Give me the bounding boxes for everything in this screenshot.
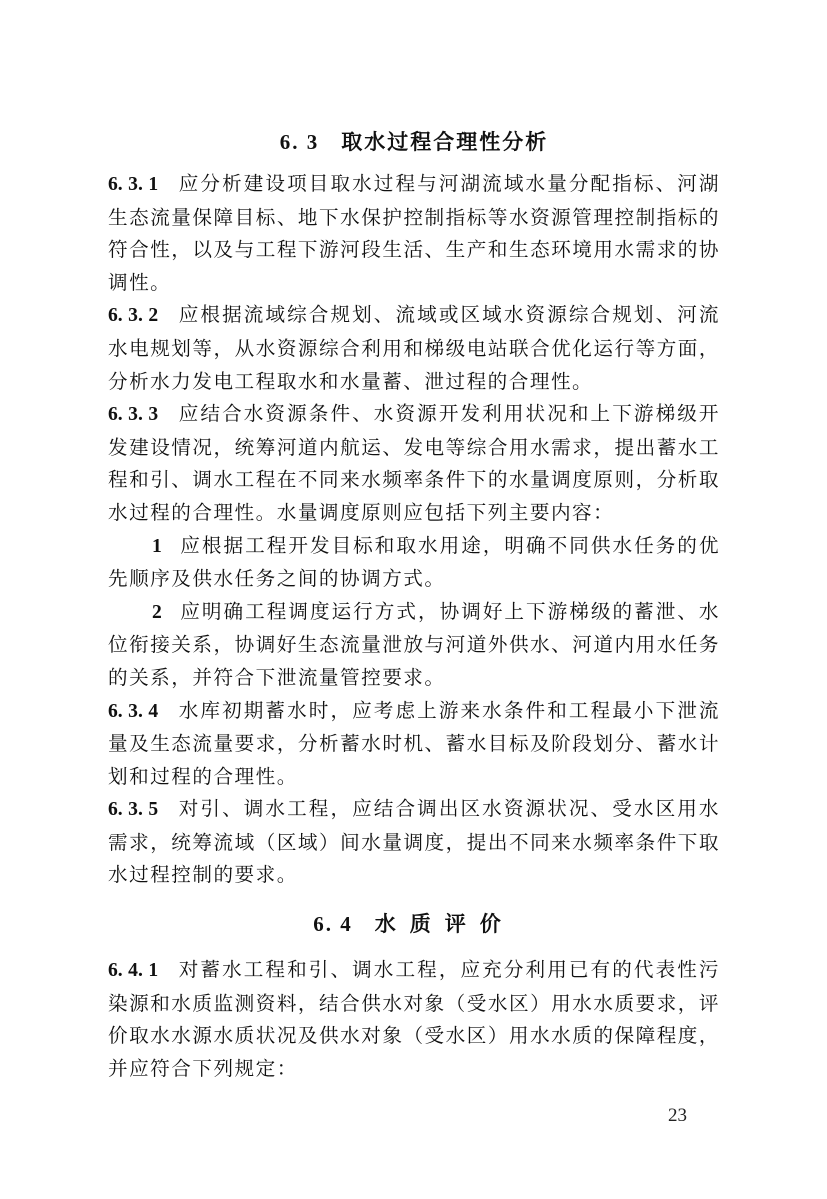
clause-text: 应根据流域综合规划、流域或区域水资源综合规划、河流水电规划等，从水资源综合利用和梯级电站联合优化运行等方面，分析水力发电工程取水和水量蓄、泄过程的合理性。	[108, 303, 721, 393]
clause-text: 对引、调水工程，应结合调出区水资源状况、受水区用水需求，统筹流域（区域）间水量调度，提出不同来水频率条件下取水过程控制的要求。	[108, 797, 721, 887]
page-body	[108, 120, 720, 1085]
clause-number: 6. 3. 3	[108, 404, 159, 426]
section-number: 6. 3	[279, 130, 320, 154]
item-text: 应明确工程调度运行方式，协调好上下游梯级的蓄泄、水位衔接关系，协调好生态流量泄放与河道外供水、河道内用水任务的关系，并符合下泄流量管控要求。	[108, 599, 720, 689]
clause-text: 水库初期蓄水时，应考虑上游来水条件和工程最小下泄流量及生态流量要求，分析蓄水时机、蓄水目标及阶段划分、蓄水计划和过程的合理性。	[108, 698, 721, 788]
clause-6-3-1	[108, 168, 720, 299]
clause-text: 应分析建设项目取水过程与河湖流域水量分配指标、河湖生态流量保障目标、地下水保护控制指标等水资源管理控制指标的符合性，以及与工程下游河段生活、生产和生态环境用水需求的协调性。	[108, 172, 721, 294]
item-text: 应根据工程开发目标和取水用途，明确不同供水任务的优先顺序及供水任务之间的协调方式。	[108, 533, 720, 591]
clause-6-3-3-item-1	[108, 530, 720, 596]
item-number: 2	[152, 601, 162, 623]
clause-6-3-3-item-2	[108, 596, 720, 695]
clause-text: 应结合水资源条件、水资源开发利用状况和上下游梯级开发建设情况，统筹河道内航运、发电等综合用水需求，提出蓄水工程和引、调水工程在不同来水频率条件下的水量调度原则，分析取水过程的合理性。水量调度原则应包括下列主要内容：	[108, 402, 721, 524]
section-number: 6. 4	[313, 912, 353, 937]
item-number: 1	[152, 535, 162, 557]
section-title: 取水过程合理性分析	[341, 129, 549, 154]
clause-6-3-5	[108, 793, 720, 892]
section-heading-6-3	[108, 122, 720, 162]
clause-6-3-2	[108, 299, 720, 398]
section-title: 水质评价	[374, 911, 515, 937]
clause-6-4-1	[108, 954, 720, 1085]
clause-number: 6. 3. 1	[108, 174, 159, 195]
clause-number: 6. 3. 2	[108, 305, 159, 327]
clause-6-3-4	[108, 695, 720, 794]
clause-number: 6. 3. 5	[108, 799, 159, 821]
clause-6-3-3	[108, 398, 720, 529]
page-number: 23	[668, 1105, 687, 1126]
clause-number: 6. 3. 4	[108, 700, 159, 722]
clause-text: 对蓄水工程和引、调水工程，应充分利用已有的代表性污染源和水质监测资料，结合供水对象（受水区）用水水质要求，评价取水水源水质状况及供水对象（受水区）用水水质的保障程度，并应符合下列规定：	[108, 958, 721, 1080]
clause-number: 6. 4. 1	[108, 960, 159, 982]
section-heading-6-4	[108, 904, 720, 944]
